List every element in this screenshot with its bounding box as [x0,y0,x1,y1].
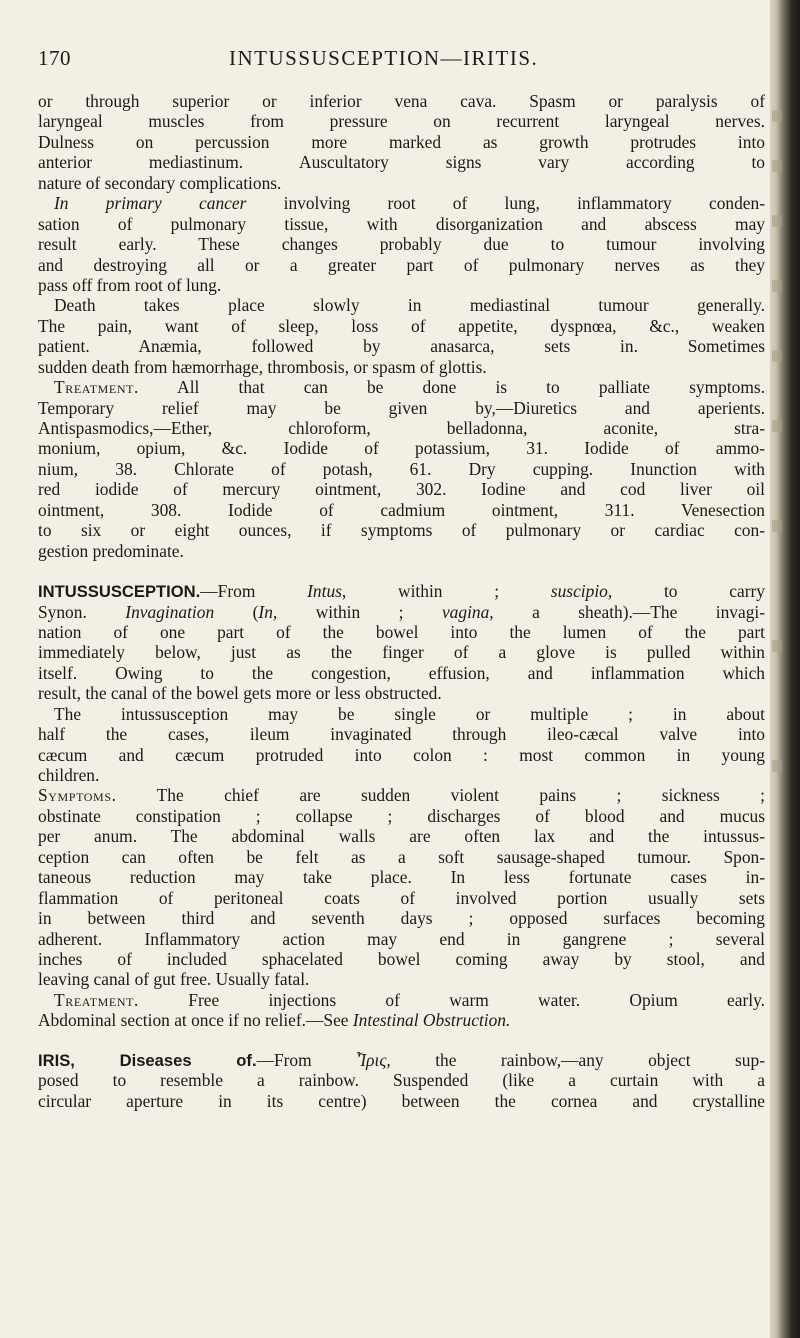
section-gap [38,561,765,581]
text-run: Abdominal section at once if no relief.—See [38,1010,353,1031]
text-line [38,785,765,805]
running-head: INTUSSUSCEPTION—IRITIS. [229,46,539,70]
text-line: ception can often be felt as a soft sausage-shaped tumour. Spon- [38,846,765,867]
text-line [38,1010,765,1030]
text-run: ( [214,601,259,622]
text-run: Free injections of warm water. Opium early. [138,989,765,1010]
section-label: Symptoms. [38,785,117,806]
paragraph-treatment-mediastinal [38,377,765,561]
text-run: within ; [346,581,551,602]
text-run: to carry [612,581,765,602]
text-run: a sheath).—The invagi- [493,601,766,622]
text-line: patient. Anæmia, followed by anasarca, sets in. Sometimes [38,336,765,357]
paragraph-death [38,295,765,377]
page-header [38,46,778,80]
text-line: sudden death from hæmorrhage, thrombosis, or spasm of glottis. [38,356,487,377]
text-line: to six or eight ounces, if symptoms of pulmonary or cardiac con- [38,520,765,541]
text-run: within ; [277,601,442,622]
paragraph-mediastinal-signs [38,91,765,193]
text-line: result, the canal of the bowel gets more or less obstructed. [38,683,442,704]
paragraph-treatment-intussusception [38,990,765,1031]
entry-intussusception [38,581,765,704]
text-line: half the cases, ileum invaginated through ileo-cæcal valve into [38,724,765,745]
text-line: sation of pulmonary tissue, with disorganization and abscess may [38,213,765,234]
text-line [38,581,765,601]
entry-iris [38,1050,765,1111]
italic-term: Invagination [125,601,215,622]
text-line: result early. These changes probably due to tumour involving [38,234,765,255]
text-line: nium, 38. Chlorate of potash, 61. Dry cupping. Inunction with [38,458,765,479]
text-line: monium, opium, &c. Iodide of potassium, 31. Iodide of ammo- [38,438,765,459]
text-line: per anum. The abdominal walls are often lax and the intussus- [38,826,765,847]
paragraph-single-multiple [38,704,765,786]
text-line: red iodide of mercury ointment, 302. Iodine and cod liver oil [38,479,765,500]
bleed-mark [772,520,782,532]
text-line: gestion predominate. [38,540,184,561]
entry-headword: INTUSSUSCEPTION. [38,582,201,602]
bleed-mark [772,350,782,362]
bleed-mark [772,760,782,772]
text-line: obstinate constipation ; collapse ; discharges of blood and mucus [38,805,765,826]
text-line: in between third and seventh days ; opposed surfaces becoming [38,908,765,929]
text-line: The pain, want of sleep, loss of appetite, dyspnœa, &c., weaken [38,315,765,336]
text-run: involving root of lung, inflammatory conden- [246,193,765,214]
text-line: flammation of peritoneal coats of involved portion usually sets [38,887,765,908]
body-text [38,91,765,1111]
italic-term: vagina, [441,601,494,622]
bleed-mark [772,110,782,122]
text-run: All that can be done is to palliate symptoms. [138,377,765,398]
text-line [38,193,765,213]
bleed-mark [772,640,782,652]
text-line [38,377,765,397]
text-line [38,990,765,1010]
text-line: adherent. Inflammatory action may end in gangrene ; several [38,928,765,949]
text-run: The chief are sudden violent pains ; sickness ; [116,785,765,806]
text-line: nature of secondary complications. [38,172,282,193]
text-line: taneous reduction may take place. In less fortunate cases in- [38,867,765,888]
section-label: Treatment. [54,377,139,398]
paragraph-primary-cancer [38,193,765,295]
text-line: and destroying all or a greater part of pulmonary nerves as they [38,254,765,275]
text-line: The intussusception may be single or multiple ; in about [54,703,765,724]
bleed-mark [772,280,782,292]
text-run: the rainbow,—any object sup- [390,1049,765,1070]
italic-term: In, [258,601,278,622]
section-gap [38,1031,765,1050]
italic-term: suscipio, [550,581,613,602]
bleed-mark [772,420,782,432]
page-number: 170 [38,46,71,70]
text-line: Temporary relief may be given by,—Diuretics and aperients. [38,397,765,418]
text-line [38,1050,765,1070]
text-run: Synon. [38,601,126,622]
text-line: posed to resemble a rainbow. Suspended (like a curtain with a [38,1070,765,1091]
text-line: Dulness on percussion more marked as growth protrudes into [38,131,765,152]
text-line: anterior mediastinum. Auscultatory signs vary according to [38,152,765,173]
text-line: ointment, 308. Iodide of cadmium ointment, 311. Venesection [38,499,765,520]
text-line: inches of included sphacelated bowel coming away by stool, and [38,948,765,969]
text-line: immediately below, just as the finger of a glove is pulled within [38,642,765,663]
bleed-mark [772,215,782,227]
italic-term: Intus, [307,581,347,602]
text-line: leaving canal of gut free. Usually fatal. [38,969,310,990]
text-line: laryngeal muscles from pressure on recurrent laryngeal nerves. [38,111,765,132]
text-run: —From [200,581,308,602]
text-line: itself. Owing to the congestion, effusion, and inflammation which [38,662,765,683]
text-line: nation of one part of the bowel into the lumen of the part [38,621,765,642]
text-line: pass off from root of lung. [38,274,222,295]
section-label: Treatment. [54,989,139,1010]
text-run: —From [256,1049,357,1070]
text-line: circular aperture in its centre) between the cornea and crystalline [38,1090,765,1111]
bleed-mark [772,160,782,172]
text-line: children. [38,765,100,785]
entry-headword: IRIS, Diseases of. [38,1050,257,1070]
book-binding-edge [770,0,800,1338]
text-line: cæcum and cæcum protruded into colon : most common in young [38,744,765,765]
italic-term: Ἶρις, [356,1049,391,1070]
paragraph-symptoms [38,785,765,989]
cross-reference: Intestinal Obstruction. [352,1010,511,1031]
text-line: Death takes place slowly in mediastinal tumour generally. [54,295,765,316]
text-line [38,602,765,622]
text-line: Antispasmodics,—Ether, chloroform, belladonna, aconite, stra- [38,418,765,438]
text-line: or through superior or inferior vena cava. Spasm or paralysis of [38,91,765,111]
italic-term: In primary cancer [54,193,247,214]
